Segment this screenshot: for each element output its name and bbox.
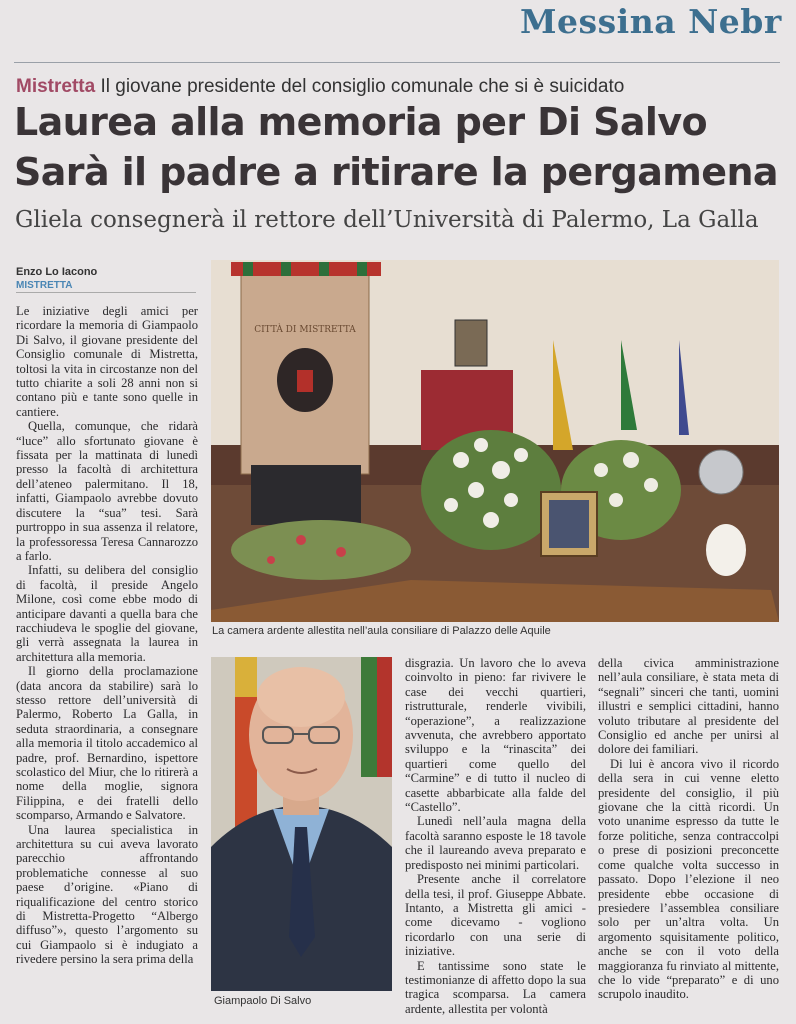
paragraph: Infatti, su delibera del consiglio di facoltà, il preside Angelo Milone, così come ebbe modo di anticipare davanti a quella bara che racchiudeva le spoglie del giovane, gli verrà assegnata la laurea in architettura alla memoria. — [16, 563, 198, 664]
banner-text: CITTÀ DI MISTRETTA — [254, 325, 356, 335]
article-column-4 — [598, 656, 779, 1002]
paragraph: Di lui è ancora vivo il ricordo della sera in cui venne eletto presidente del consiglio, il più giovane che la città ricordi. Un voto unanime espresso da tutte le forze politiche, senza contraccolpi o prese di posizioni preconcette come qualche volta successo in passato. Dopo l’elezione il neo presidente ebbe occasione di presiedere l’assemblea consiliare solo per un’altra volta. Un argomento squisitamente politico, anche se con il voto della maggioranza fu rinviato al mittente, che lo vide “preparato” e di uno scrupolo inaudito. — [598, 756, 779, 1002]
photo-portrait — [211, 657, 392, 991]
photo1-caption: La camera ardente allestita nell’aula consiliare di Palazzo delle Aquile — [212, 625, 551, 637]
paragraph: Una laurea specialistica in architettura su cui aveva lavorato parecchio affrontando problematiche connesse al suo paese d’origine. «Piano di riqualificazione del centro storico di Mistretta-Progetto “Albergo diffuso”», questo l’argomento su cui Giampaolo si è indugiato a rivedere persino la sera prima della — [16, 822, 198, 967]
portrait-illustration — [211, 657, 392, 991]
paragraph: disgrazia. Un lavoro che lo aveva coinvolto in pieno: far rivivere le case dei vecchi quartieri, ristrutturale, renderle vivibili, “operazione”, a realizzazione avvenuta, che avrebbero apportato sviluppo e la “rinascita” dei quartieri come quello del “Carmine” e di tutto il nucleo di casette abbarbicate alla falde del “Castello”. — [405, 656, 586, 815]
paragraph: della civica amministrazione nell’aula consiliare, è stata meta di “segnali” sinceri che tanti, uomini illustri e semplici cittadini, hanno voluto tributare al presidente del Consiglio ed anche per unirsi al dolore dei familiari. — [598, 656, 779, 757]
byline-place: MISTRETTA — [16, 280, 73, 291]
kicker — [16, 76, 624, 98]
paragraph: Quella, comunque, che ridarà “luce” allo sfortunato giovane è fissata per la mattinata di lunedì presso la facoltà di architettura dell’ateneo palermitano. Il 18, infatti, Giampaolo avrebbe dovuto discutere la “sua” tesi. Sarà purtroppo in sua assenza il relatore, la professoressa Teresa Cannarozzo a farlo. — [16, 419, 198, 563]
paragraph: E tantissime sono state le testimonianze di affetto dopo la sua tragica scomparsa. La camera ardente, allestita per volontà — [405, 958, 586, 1016]
subheadline: Gliela consegnerà il rettore dell’Università di Palermo, La Galla — [15, 207, 759, 233]
section-header: Messina Nebr — [520, 2, 782, 41]
paragraph: Il giorno della proclamazione (data ancora da stabilire) sarà lo stesso rettore dell’università di Palermo, Roberto La Galla, in seduta straordinaria, a consegnare alla memoria il titolo accademico al padre, prof. Bernardino, ispettore scolastico del Miur, che lo ritirerà a nome della moglie, signora Filippina, e dei fratelli dello scomparso, Armando e Salvatore. — [16, 664, 198, 823]
byline-rule — [16, 292, 196, 293]
paragraph: Le iniziative degli amici per ricordare la memoria di Giampaolo Di Salvo, il giovane presidente del Consiglio comunale di Mistretta, toltosi la vita in circostanze non del tutto chiarite a soli 28 anni non si contano più e tante sono quelle in cantiere. — [16, 304, 198, 419]
headline-line-1: Laurea alla memoria per Di Salvo — [14, 100, 708, 144]
kicker-text: Il giovane presidente del consiglio comunale che si è suicidato — [100, 76, 625, 97]
headline-line-2: Sarà il padre a ritirare la pergamena — [14, 150, 778, 194]
camera-ardente-illustration — [211, 260, 779, 622]
byline-author: Enzo Lo Iacono — [16, 266, 98, 278]
photo2-caption: Giampaolo Di Salvo — [214, 995, 312, 1007]
article-column-3 — [405, 656, 586, 1016]
paragraph: Presente anche il correlatore della tesi, il prof. Giuseppe Abbate. Intanto, a Mistretta gli amici - come dicevamo - vogliono ricordarlo con una serie di iniziative. — [405, 872, 586, 959]
photo-camera-ardente — [211, 260, 779, 622]
kicker-place: Mistretta — [16, 76, 96, 97]
paragraph: Lunedì nell’aula magna della facoltà saranno esposte le 18 tavole che il laureando aveva preparato e predisposto nei minimi particolari. — [405, 814, 586, 872]
header-rule — [14, 62, 780, 63]
article-column-1 — [16, 304, 198, 967]
